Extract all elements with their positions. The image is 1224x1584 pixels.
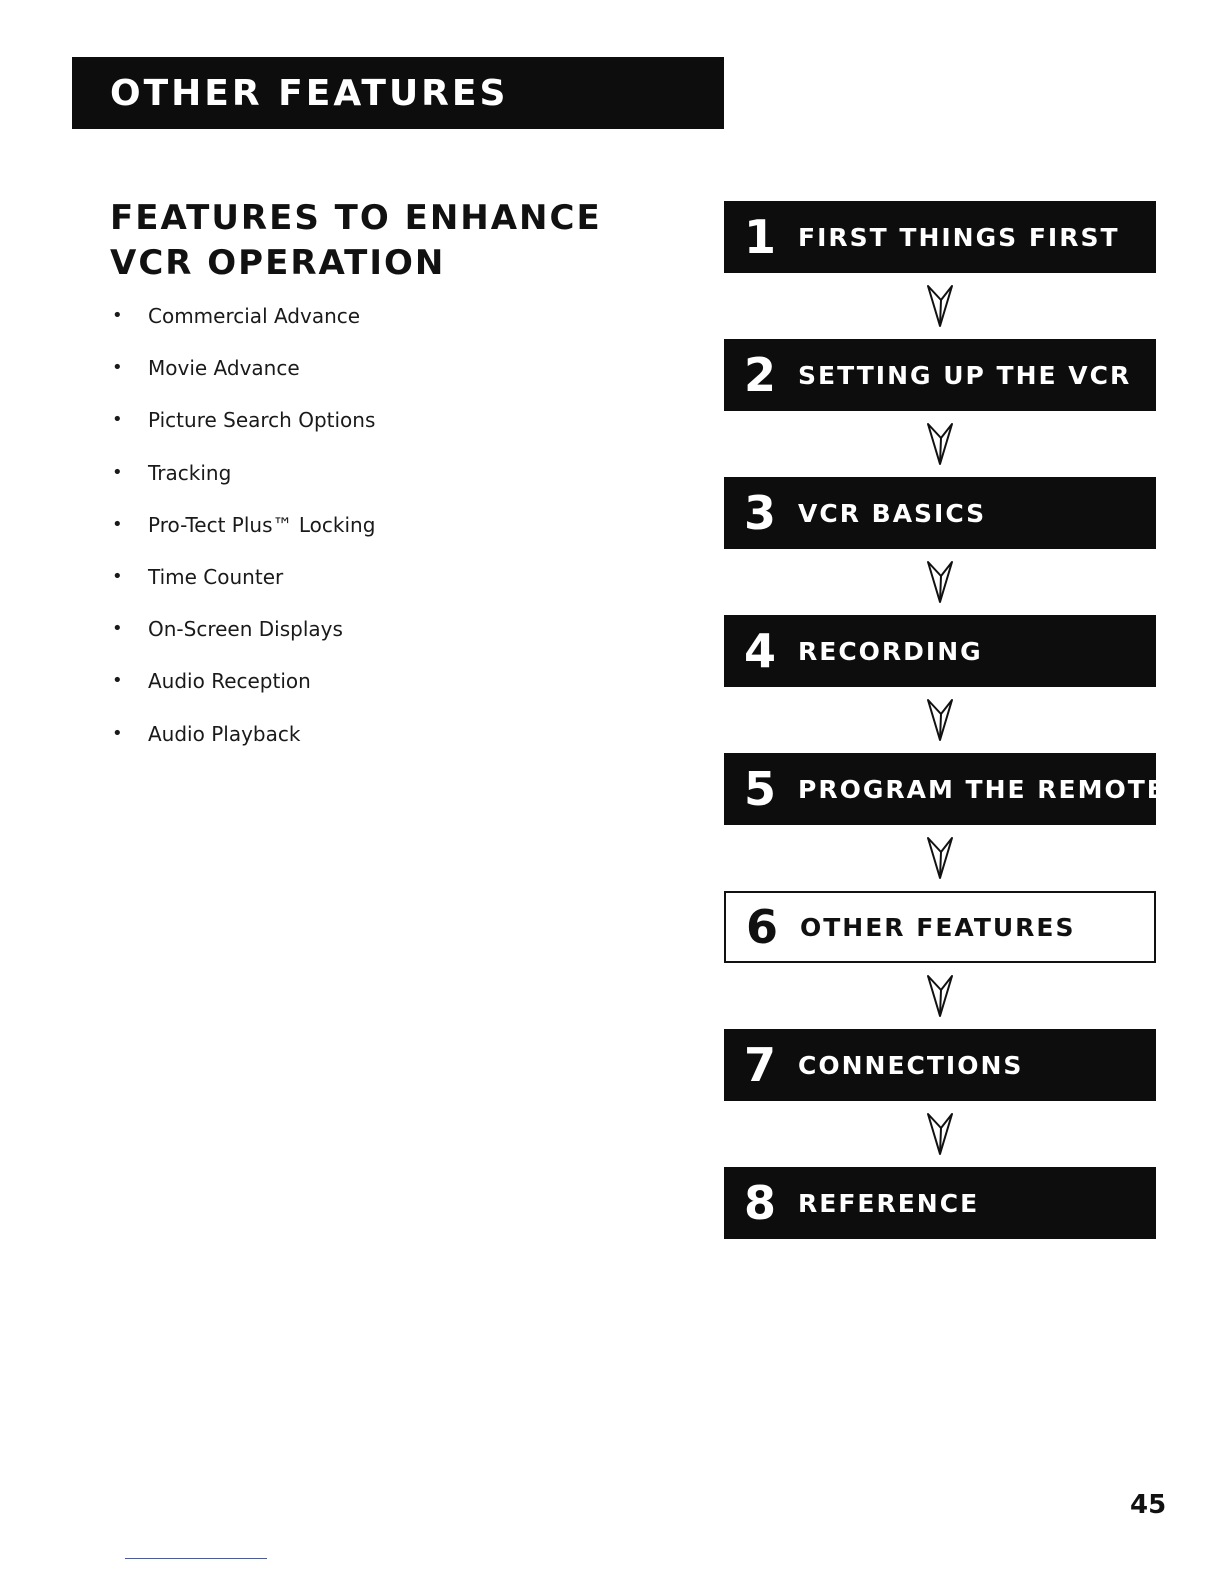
- step-number: 8: [744, 1176, 777, 1230]
- list-item: [112, 300, 592, 352]
- feature-label: On-Screen Displays: [148, 617, 343, 642]
- flow-arrow: [724, 411, 1156, 477]
- step-number: 4: [744, 624, 777, 678]
- down-arrow-icon: [926, 1112, 954, 1156]
- step-label: VCR BASICS: [798, 498, 987, 528]
- step-label: REFERENCE: [798, 1188, 980, 1218]
- page-number: 45: [1130, 1490, 1167, 1520]
- list-item: [112, 561, 592, 613]
- flow-arrow: [724, 963, 1156, 1029]
- step-number: 6: [746, 900, 779, 954]
- list-item: [112, 352, 592, 404]
- header-bar: [72, 57, 724, 129]
- step-label: CONNECTIONS: [798, 1050, 1024, 1080]
- list-item: [112, 665, 592, 717]
- bullet: •: [112, 722, 123, 744]
- feature-label: Movie Advance: [148, 356, 300, 381]
- feature-label: Pro-Tect Plus™ Locking: [148, 512, 376, 537]
- feature-label: Audio Reception: [148, 669, 311, 694]
- step-number: 5: [744, 762, 777, 816]
- list-item: [112, 509, 592, 561]
- flow-arrow: [724, 273, 1156, 339]
- step-label: OTHER FEATURES: [800, 912, 1076, 942]
- down-arrow-icon: [926, 422, 954, 466]
- bullet: •: [112, 513, 123, 535]
- step-label: RECORDING: [798, 636, 983, 666]
- step-number: 3: [744, 486, 777, 540]
- flow-arrow: [724, 1101, 1156, 1167]
- chapter-step-7: [724, 1029, 1156, 1101]
- chapter-step-5: [724, 753, 1166, 825]
- step-number: 2: [744, 348, 777, 402]
- feature-label: Time Counter: [148, 564, 284, 589]
- section-heading: FEATURES TO ENHANCE VCR OPERATION: [110, 198, 602, 283]
- list-item: [112, 404, 592, 456]
- down-arrow-icon: [926, 698, 954, 742]
- down-arrow-icon: [926, 560, 954, 604]
- bullet: •: [112, 409, 123, 431]
- bullet: •: [112, 670, 123, 692]
- chapter-step-3: [724, 477, 1156, 549]
- chapter-step-4: [724, 615, 1156, 687]
- bullet: •: [112, 357, 123, 379]
- step-label: PROGRAM THE REMOTE: [798, 774, 1166, 804]
- step-number: 7: [744, 1038, 777, 1092]
- chapter-step-6-current: [724, 891, 1156, 963]
- footer-rule: [125, 1558, 267, 1559]
- bullet: •: [112, 305, 123, 326]
- step-label: FIRST THINGS FIRST: [798, 222, 1120, 252]
- list-item: [112, 718, 592, 770]
- chapter-step-1: [724, 201, 1156, 273]
- page-section-title: OTHER FEATURES: [110, 72, 509, 114]
- step-number: 1: [744, 210, 777, 264]
- feature-label: Commercial Advance: [148, 304, 361, 328]
- down-arrow-icon: [926, 284, 954, 328]
- list-item: [112, 457, 592, 509]
- flow-arrow: [724, 825, 1156, 891]
- chapter-step-2: [724, 339, 1156, 411]
- feature-label: Audio Playback: [148, 721, 301, 746]
- chapter-flow: [724, 201, 1164, 1239]
- bullet: •: [112, 618, 123, 640]
- feature-label: Picture Search Options: [148, 408, 376, 433]
- down-arrow-icon: [926, 974, 954, 1018]
- flow-arrow: [724, 687, 1156, 753]
- step-label: SETTING UP THE VCR: [798, 360, 1132, 390]
- flow-arrow: [724, 549, 1156, 615]
- feature-list: [112, 300, 592, 770]
- chapter-step-8: [724, 1167, 1156, 1239]
- bullet: •: [112, 565, 123, 587]
- list-item: [112, 613, 592, 665]
- bullet: •: [112, 461, 123, 483]
- down-arrow-icon: [926, 836, 954, 880]
- feature-label: Tracking: [148, 460, 232, 485]
